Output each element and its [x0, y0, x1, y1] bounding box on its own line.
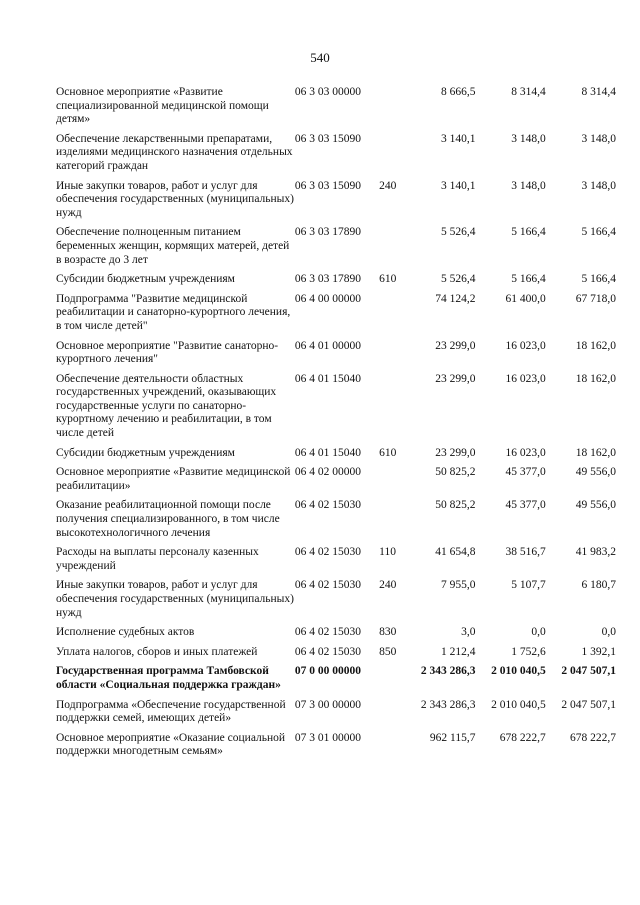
- row-code: 07 3 01 00000: [294, 731, 361, 744]
- table-row: [56, 340, 616, 373]
- row-value-2: 5 107,7: [511, 579, 546, 592]
- row-name: Основное мероприятие «Оказание социальной поддержки многодетным семьям»: [56, 731, 286, 758]
- row-name: Подпрограмма «Обеспечение государственной поддержки семей, имеющих детей»: [56, 698, 286, 725]
- row-value-1: 23 299,0: [435, 446, 476, 459]
- table-row: [56, 273, 616, 293]
- table-row: [56, 646, 616, 666]
- row-value-3: 2 047 507,1: [561, 698, 616, 711]
- row-value-2: 0,0: [531, 626, 546, 639]
- row-value-1: 50 825,2: [435, 466, 476, 479]
- row-code: 06 3 03 15090: [294, 179, 361, 192]
- row-value-1: 962 115,7: [429, 731, 476, 744]
- row-name: Уплата налогов, сборов и иных платежей: [56, 645, 258, 658]
- row-expense-kind: 850: [379, 645, 397, 658]
- table-row: [56, 180, 616, 227]
- row-name: Иные закупки товаров, работ и услуг для обеспечения государственных (муниципальных) нужд: [56, 579, 294, 619]
- row-name: Государственная программа Тамбовской области «Социальная поддержка граждан»: [56, 665, 281, 691]
- row-code: 06 3 03 00000: [294, 86, 361, 98]
- row-value-3: 6 180,7: [581, 579, 616, 592]
- row-value-1: 1 212,4: [440, 645, 476, 658]
- row-value-1: 8 666,5: [440, 86, 476, 98]
- row-code: 06 4 02 15030: [294, 645, 361, 658]
- row-expense-kind: [379, 86, 405, 133]
- table-row: [56, 699, 616, 732]
- row-value-2: 1 752,6: [511, 645, 546, 658]
- row-value-2: 45 377,0: [505, 466, 546, 479]
- row-value-1: 41 654,8: [435, 546, 476, 559]
- row-value-2: 5 166,4: [511, 226, 546, 239]
- row-expense-kind: [379, 293, 405, 340]
- budget-table-body: [56, 86, 616, 765]
- table-row: [56, 133, 616, 180]
- row-expense-kind: [379, 340, 405, 373]
- row-value-3: 18 162,0: [575, 339, 616, 352]
- row-value-3: 41 983,2: [575, 546, 616, 559]
- table-row: [56, 499, 616, 546]
- row-value-1: 7 955,0: [440, 579, 476, 592]
- row-expense-kind: [379, 373, 405, 447]
- table-row: [56, 579, 616, 626]
- row-value-3: 49 556,0: [575, 466, 616, 479]
- row-code: 06 4 00 00000: [294, 292, 361, 305]
- row-name: Иные закупки товаров, работ и услуг для обеспечения государственных (муниципальных) нужд: [56, 179, 294, 219]
- table-row: [56, 226, 616, 273]
- row-expense-kind: 830: [379, 626, 397, 639]
- row-expense-kind: 610: [379, 446, 397, 459]
- row-expense-kind: [379, 466, 405, 499]
- row-code: 07 0 00 00000: [294, 665, 361, 678]
- table-row: [56, 86, 616, 133]
- row-value-3: 18 162,0: [575, 372, 616, 385]
- row-value-2: 61 400,0: [505, 292, 546, 305]
- row-code: 06 4 02 15030: [294, 626, 361, 639]
- row-name: Обеспечение лекарственными препаратами, изделиями медицинского назначения отдельных категорий граждан: [56, 132, 293, 172]
- row-name: Оказание реабилитационной помощи после получения специализированного, в том числе высокотехнологичного лечения: [56, 499, 280, 539]
- row-code: 06 4 01 15040: [294, 372, 361, 385]
- row-code: 06 4 02 15030: [294, 499, 361, 512]
- row-expense-kind: 240: [379, 179, 397, 192]
- table-row: [56, 373, 616, 447]
- row-value-1: 3 140,1: [440, 179, 476, 192]
- row-name: Обеспечение полноценным питанием беременных женщин, кормящих матерей, детей в возрасте до 3 лет: [56, 226, 290, 266]
- table-row: [56, 732, 616, 765]
- row-code: 06 4 02 00000: [294, 466, 361, 479]
- row-value-2: 678 222,7: [499, 731, 546, 744]
- row-name: Расходы на выплаты персоналу казенных учреждений: [56, 546, 259, 572]
- row-code: 06 4 01 00000: [294, 339, 361, 352]
- table-row: [56, 293, 616, 340]
- table-row: [56, 447, 616, 467]
- row-value-2: 5 166,4: [511, 273, 546, 286]
- row-value-3: 5 166,4: [581, 273, 616, 286]
- row-code: 06 3 03 15090: [294, 132, 361, 145]
- row-code: 06 3 03 17890: [294, 273, 361, 286]
- row-value-1: 5 526,4: [440, 273, 476, 286]
- row-value-1: 74 124,2: [435, 292, 476, 305]
- row-value-3: 678 222,7: [570, 731, 616, 744]
- budget-table: [56, 86, 616, 765]
- row-value-1: 3 140,1: [440, 132, 476, 145]
- row-expense-kind: [379, 133, 405, 180]
- row-expense-kind: 610: [379, 273, 397, 286]
- row-code: 07 3 00 00000: [294, 698, 361, 711]
- row-value-1: 5 526,4: [440, 226, 476, 239]
- row-value-2: 2 010 040,5: [491, 698, 546, 711]
- table-row: [56, 546, 616, 579]
- row-name: Основное мероприятие «Развитие специализированной медицинской помощи детям»: [56, 86, 269, 126]
- row-name: Обеспечение деятельности областных государственных учреждений, оказывающих государственные услуги по санаторно-курортному лечению и реабилитации, в том числе детей: [56, 372, 277, 440]
- page-number: 540: [310, 50, 330, 65]
- row-value-2: 2 010 040,5: [491, 665, 546, 678]
- row-name: Исполнение судебных актов: [56, 626, 195, 639]
- row-expense-kind: [379, 665, 405, 698]
- row-value-3: 67 718,0: [575, 292, 616, 305]
- row-code: 06 3 03 17890: [294, 226, 361, 239]
- row-value-3: 3 148,0: [581, 179, 616, 192]
- row-value-1: 3,0: [461, 626, 476, 639]
- row-expense-kind: [379, 699, 405, 732]
- row-expense-kind: 110: [379, 546, 396, 559]
- table-row: [56, 665, 616, 698]
- row-value-2: 3 148,0: [511, 179, 546, 192]
- row-name: Подпрограмма "Развитие медицинской реабилитации и санаторно-курортного лечения, в том числе детей": [56, 292, 291, 332]
- row-code: 06 4 01 15040: [294, 446, 361, 459]
- row-value-3: 5 166,4: [581, 226, 616, 239]
- row-code: 06 4 02 15030: [294, 579, 361, 592]
- row-value-1: 2 343 286,3: [420, 698, 476, 711]
- row-value-2: 16 023,0: [505, 372, 546, 385]
- row-name: Основное мероприятие "Развитие санаторно-курортного лечения": [56, 339, 279, 366]
- row-value-2: 45 377,0: [505, 499, 546, 512]
- row-expense-kind: [379, 499, 405, 546]
- row-code: 06 4 02 15030: [294, 546, 361, 559]
- row-value-3: 49 556,0: [575, 499, 616, 512]
- row-name: Субсидии бюджетным учреждениям: [56, 273, 235, 286]
- row-value-2: 16 023,0: [505, 446, 546, 459]
- row-value-2: 16 023,0: [505, 339, 546, 352]
- row-value-2: 8 314,4: [511, 86, 546, 98]
- table-row: [56, 626, 616, 646]
- row-value-3: 3 148,0: [581, 132, 616, 145]
- row-name: Субсидии бюджетным учреждениям: [56, 446, 235, 459]
- row-value-3: 1 392,1: [581, 645, 616, 658]
- row-expense-kind: 240: [379, 579, 397, 592]
- row-value-3: 2 047 507,1: [561, 665, 616, 678]
- row-expense-kind: [379, 226, 405, 273]
- row-name: Основное мероприятие «Развитие медицинской реабилитации»: [56, 466, 291, 492]
- row-value-3: 18 162,0: [575, 446, 616, 459]
- row-expense-kind: [379, 732, 405, 765]
- row-value-3: 8 314,4: [581, 86, 616, 98]
- table-row: [56, 466, 616, 499]
- row-value-2: 38 516,7: [505, 546, 546, 559]
- row-value-1: 23 299,0: [435, 339, 476, 352]
- row-value-3: 0,0: [601, 626, 616, 639]
- row-value-1: 2 343 286,3: [420, 665, 476, 678]
- row-value-2: 3 148,0: [511, 132, 546, 145]
- row-value-1: 50 825,2: [435, 499, 476, 512]
- row-value-1: 23 299,0: [435, 372, 476, 385]
